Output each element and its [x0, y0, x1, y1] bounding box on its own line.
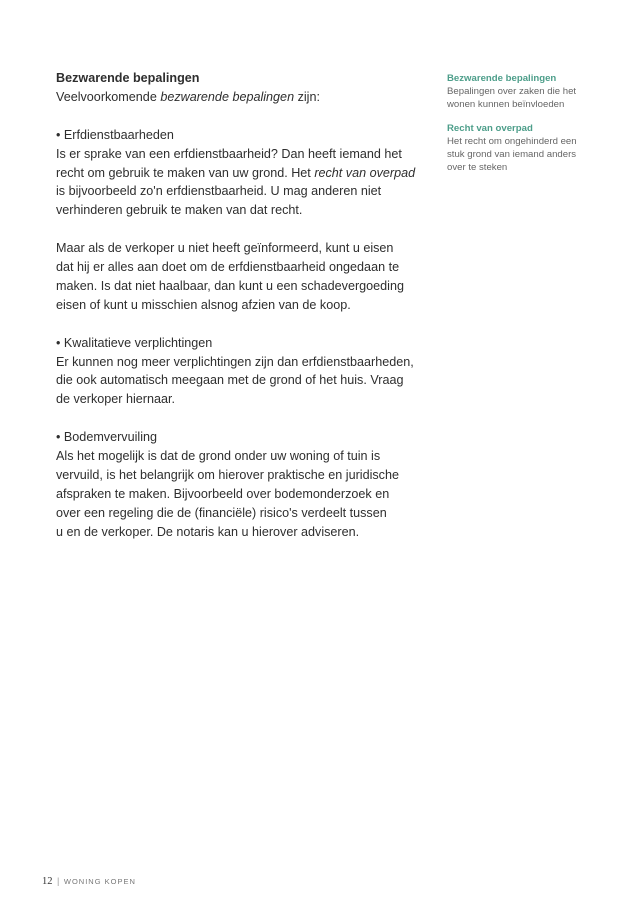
- paragraph-line: is bijvoorbeeld zo'n erfdienstbaarheid. U mag anderen niet: [56, 184, 382, 199]
- glossary-definition-line: wonen kunnen beïnvloeden: [447, 99, 565, 111]
- paragraph-line: eisen of kunt u misschien alsnog afzien van de koop.: [56, 297, 351, 312]
- paragraph-line: u en de verkoper. De notaris kan u hierover adviseren.: [56, 524, 360, 539]
- paragraph-line: [56, 164, 426, 183]
- item-title-kwalitatieve-verplichtingen: • Kwalitatieve verplichtingen: [56, 335, 213, 350]
- paragraph-line: afspraken te maken. Bijvoorbeeld over bodemonderzoek en: [56, 486, 390, 501]
- paragraph-text: recht om gebruik te maken van uw grond. Het: [56, 165, 315, 180]
- paragraph-line: Er kunnen nog meer verplichtingen zijn dan erfdienstbaarheden,: [56, 354, 414, 369]
- glossary-term: Recht van overpad: [447, 122, 533, 134]
- intro-prefix: Veelvoorkomende: [56, 89, 161, 104]
- paragraph-line: de verkoper hiernaar.: [56, 392, 176, 407]
- emphasis-recht-van-overpad: recht van overpad: [314, 165, 416, 180]
- intro-suffix: zijn:: [294, 89, 320, 104]
- glossary-entry: [447, 122, 597, 175]
- page-number: 12: [42, 876, 53, 887]
- intro-line: [56, 88, 426, 107]
- glossary-entry: [447, 72, 597, 112]
- item-title-erfdienstbaarheden: • Erfdienstbaarheden: [56, 127, 174, 142]
- intro-emphasis: bezwarende bepalingen: [160, 89, 295, 104]
- paragraph-line: over een regeling die de (financiële) risico's verdeelt tussen: [56, 505, 387, 520]
- glossary-definition-line: over te steken: [447, 162, 508, 174]
- paragraph-line: Is er sprake van een erfdienstbaarheid? Dan heeft iemand het: [56, 146, 402, 161]
- paragraph-line: dat hij er alles aan doet om de erfdienstbaarheid ongedaan te: [56, 260, 400, 275]
- glossary-definition-line: stuk grond van iemand anders: [447, 149, 577, 161]
- main-column: [56, 69, 426, 542]
- item-title-bodemvervuiling: • Bodemvervuiling: [56, 430, 158, 445]
- paragraph-line: Als het mogelijk is dat de grond onder uw woning of tuin is: [56, 449, 381, 464]
- section-heading: Bezwarende bepalingen: [56, 71, 200, 85]
- paragraph-line: vervuild, is het belangrijk om hierover praktische en juridische: [56, 467, 399, 482]
- paragraph-line: verhinderen gebruik te maken van dat recht.: [56, 203, 303, 218]
- glossary-definition-line: Bepalingen over zaken die het: [447, 86, 577, 98]
- paragraph-line: die ook automatisch meegaan met de grond of het huis. Vraag: [56, 373, 404, 388]
- running-title: WONING KOPEN: [63, 877, 136, 886]
- glossary-term: Bezwarende bepalingen: [447, 73, 557, 84]
- footer-separator: |: [57, 876, 60, 886]
- sidebar-glossary: [447, 72, 597, 174]
- glossary-definition-line: Het recht om ongehinderd een: [447, 135, 577, 147]
- page-footer: [42, 876, 136, 887]
- paragraph-line: Maar als de verkoper u niet heeft geïnformeerd, kunt u eisen: [56, 241, 394, 256]
- paragraph-line: maken. Is dat niet haalbaar, dan kunt u een schadevergoeding: [56, 278, 404, 293]
